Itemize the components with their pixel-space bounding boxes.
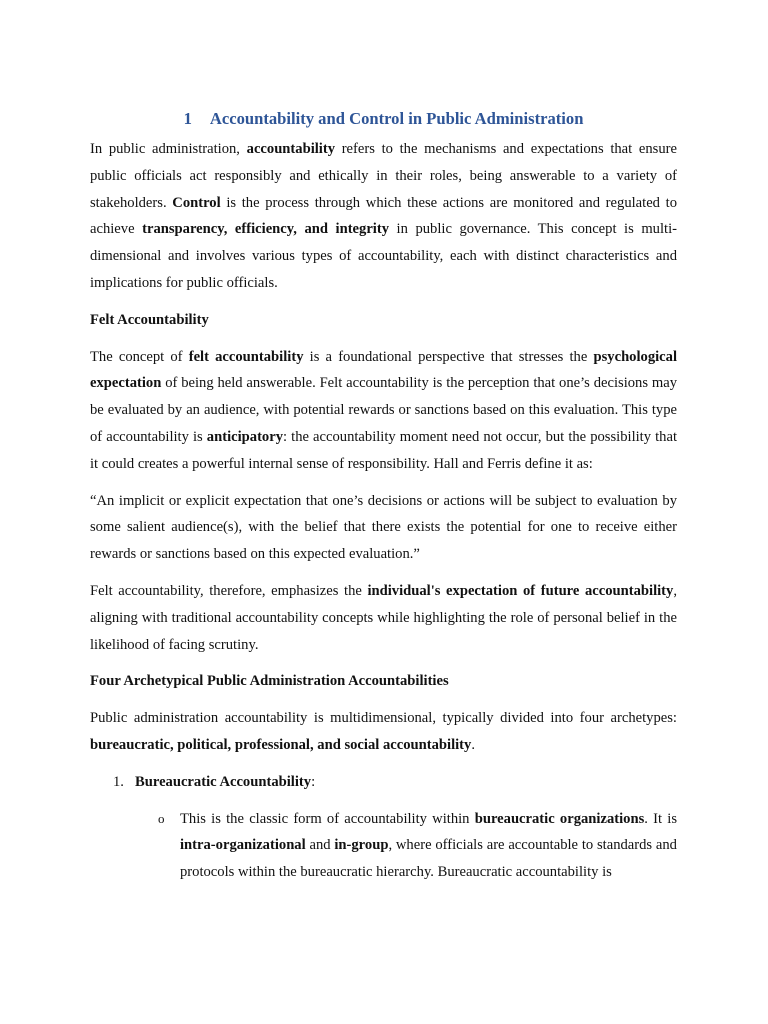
intro-bold-control: Control [172, 194, 221, 211]
felt-accountability-subheading: Felt Accountability [90, 311, 209, 328]
felt-p1-text-3: of being held answerable. Felt accountability is the perception that one’s decisions may be evaluated by an audience, with potential rewards or sanctions based on this evaluation. This type of accountability is [90, 375, 677, 445]
sub-text-4: , where officials are accountable to standards and protocols within the bureaucratic hierarchy. Bureaucratic accountability is [180, 837, 677, 881]
felt-p2-text-2: , aligning with traditional accountability concepts while highlighting the role of personal belief in the likelihood of facing scrutiny. [90, 582, 677, 653]
felt-p1-bold-3: anticipatory [206, 428, 284, 445]
sub-bold-3: in-group [334, 837, 389, 854]
felt-paragraph-1 [90, 344, 677, 478]
felt-p1-bold-1: felt accountability [188, 348, 304, 365]
list-item [90, 769, 677, 886]
sub-text-3: and [305, 837, 335, 854]
intro-text-4: in public governance. This concept is multi-dimensional and involves various types of accountability, each with distinct characteristics and implications for public officials. [90, 221, 677, 291]
felt-p2-bold-1: individual's expectation of future accountability [367, 582, 674, 599]
sub-list-item [135, 806, 677, 886]
archetype-list [90, 769, 677, 886]
intro-paragraph [90, 136, 677, 297]
four-archetypes-subheading: Four Archetypical Public Administration Accountabilities [90, 673, 449, 690]
sub-list [135, 806, 677, 886]
felt-p1-text-2: is a foundational perspective that stresses the [303, 348, 594, 365]
list-item-suffix: : [311, 773, 316, 790]
sub-bold-2: intra-organizational [180, 837, 306, 854]
section-title: Accountability and Control in Public Administration [209, 109, 584, 128]
document-page [90, 104, 677, 896]
sub-text-2: . It is [644, 810, 677, 827]
felt-paragraph-2 [90, 578, 677, 658]
sub-bold-1: bureaucratic organizations [474, 810, 645, 827]
four-p1-text-1: Public administration accountability is multidimensional, typically divided into four archetypes: [90, 710, 677, 727]
section-heading [90, 104, 677, 134]
four-archetypes-paragraph [90, 705, 677, 759]
intro-text-2: refers to the mechanisms and expectations that ensure public officials act responsibly and ethically in their roles, being answerable to a variety of stakeholders. [90, 141, 677, 211]
intro-text-1: In public administration, [90, 141, 247, 157]
four-p1-text-2: . [471, 736, 475, 753]
sub-text-1: This is the classic form of accountability within [180, 810, 475, 827]
circle-bullet-icon: o [158, 810, 165, 826]
intro-bold-accountability: accountability [246, 141, 336, 157]
intro-text-3: is the process through which these actions are monitored and regulated to achieve [90, 194, 678, 238]
list-marker: 1. [113, 773, 124, 790]
felt-p1-text-4: : the accountability moment need not occur, but the possibility that it could creates a powerful internal sense of responsibility. Hall and Ferris define it as: [90, 428, 677, 472]
intro-bold-transparency: transparency, efficiency, and integrity [142, 221, 390, 238]
felt-p2-text-1: Felt accountability, therefore, emphasizes the [90, 582, 368, 599]
felt-p1-text-1: The concept of [90, 348, 189, 365]
list-item-label: Bureaucratic Accountability [135, 773, 312, 790]
felt-quote: “An implicit or explicit expectation that one’s decisions or actions will be subject to evaluation by some salient audience(s), with the belief that there exists the potential for one to receive either rewards or sanctions based on this expected evaluation.” [90, 492, 677, 563]
section-number: 1 [183, 109, 192, 128]
felt-p1-bold-2: psychological expectation [90, 348, 678, 392]
four-p1-bold-1: bureaucratic, political, professional, and social accountability [90, 736, 472, 753]
